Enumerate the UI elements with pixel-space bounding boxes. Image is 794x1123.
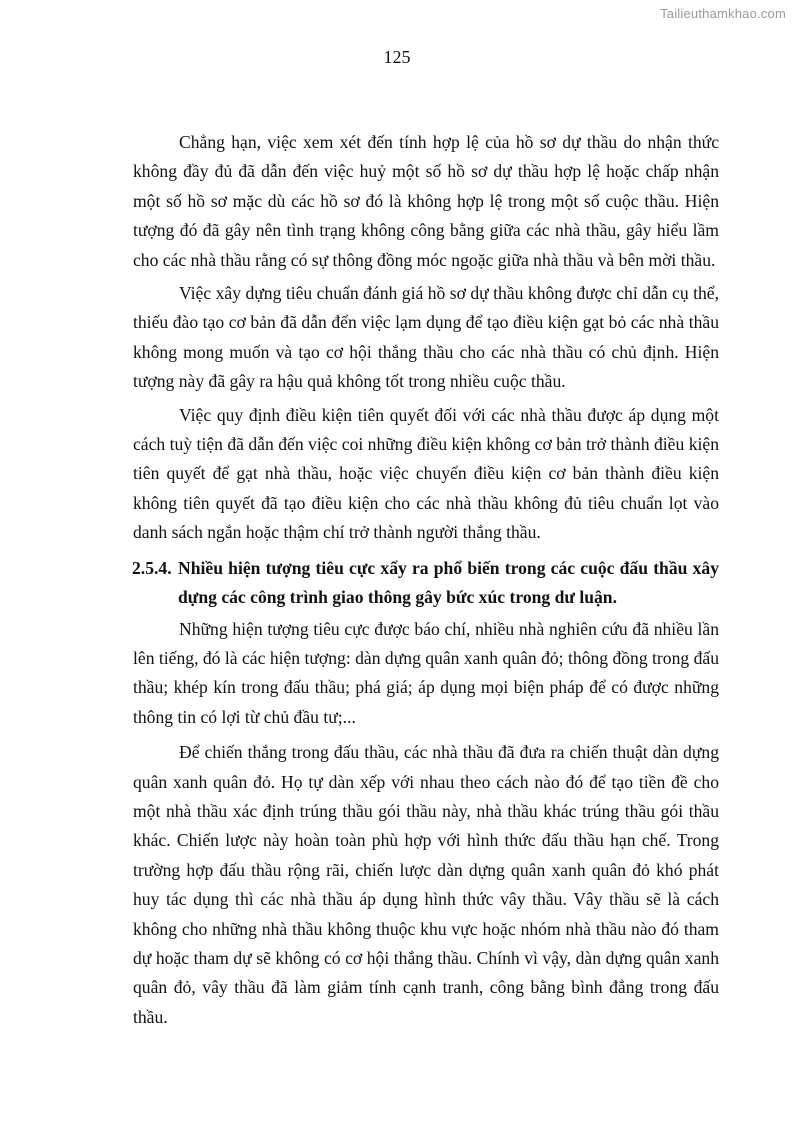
section-number: 2.5.4. xyxy=(132,557,172,578)
section-title: Nhiều hiện tượng tiêu cực xẩy ra phổ biến trong các cuộc đấu thầu xây dựng các công trình giao thông gây bức xúc trong dư luận. xyxy=(178,557,719,608)
paragraph: Chẳng hạn, việc xem xét đến tính hợp lệ của hồ sơ dự thầu do nhận thức không đầy đủ đã dẫn đến việc huỷ một số hồ sơ dự thầu hợp lệ hoặc chấp nhận một số hồ sơ mặc dù các hồ sơ đó là không hợp lệ trong một số cuộc thầu. Hiện tượng đó đã gây nên tình trạng không công bằng giữa các nhà thầu, gây hiểu lầm cho các nhà thầu rằng có sự thông đồng móc ngoặc giữa nhà thầu và bên mời thầu. xyxy=(133,132,719,270)
document-body xyxy=(133,128,719,1032)
paragraph: Để chiến thắng trong đấu thầu, các nhà thầu đã đưa ra chiến thuật dàn dựng quân xanh quân đỏ. Họ tự dàn xếp với nhau theo cách nào đó để tạo tiền đề cho một nhà thầu xác định trúng thầu gói thầu này, nhà thầu khác trúng thầu gói thầu khác. Chiến lược này hoàn toàn phù hợp với hình thức đấu thầu hạn chế. Trong trường hợp đấu thầu rộng rãi, chiến lược dàn dựng quân xanh quân đỏ khó phát huy tác dụng thì các nhà thầu áp dụng hình thức vây thầu. Vây thầu sẽ là cách không cho những nhà thầu không thuộc khu vực hoặc nhóm nhà thầu nào đó tham dự hoặc tham dự sẽ không có cơ hội thắng thầu. Chính vì vậy, dàn dựng quân xanh quân đỏ, vây thầu đã làm giảm tính cạnh tranh, công bằng bình đẳng trong đấu thầu. xyxy=(133,742,719,1027)
section-heading xyxy=(133,554,719,613)
watermark: Tailieuthamkhao.com xyxy=(660,6,786,21)
paragraph: Việc xây dựng tiêu chuẩn đánh giá hồ sơ dự thầu không được chỉ dẫn cụ thể, thiếu đào tạo cơ bản đã dẫn đến việc lạm dụng để tạo điều kiện gạt bỏ các nhà thầu không mong muốn và tạo cơ hội thắng thầu cho các nhà thầu có chủ định. Hiện tượng này đã gây ra hậu quả không tốt trong nhiều cuộc thầu. xyxy=(133,283,719,392)
paragraph: Những hiện tượng tiêu cực được báo chí, nhiều nhà nghiên cứu đã nhiều lần lên tiếng, đó là các hiện tượng: dàn dựng quân xanh quân đỏ; thông đồng trong đấu thầu; khép kín trong đấu thầu; phá giá; áp dụng mọi biện pháp để có được những thông tin có lợi từ chủ đầu tư;... xyxy=(133,618,719,727)
paragraph: Việc quy định điều kiện tiên quyết đối với các nhà thầu được áp dụng một cách tuỳ tiện đã dẫn đến việc coi những điều kiện không cơ bản trở thành điều kiện tiên quyết để gạt nhà thầu, hoặc việc chuyển điều kiện cơ bản thành điều kiện không tiên quyết đã tạo điều kiện cho các nhà thầu không đủ tiêu chuẩn lọt vào danh sách ngắn hoặc thậm chí trở thành người thắng thầu. xyxy=(133,404,719,543)
page-number: 125 xyxy=(383,47,411,67)
